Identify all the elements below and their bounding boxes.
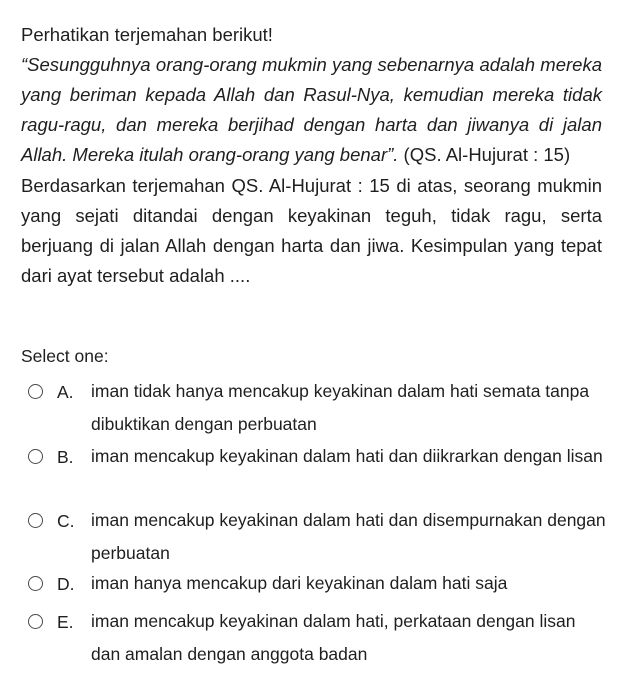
option-letter: C. (57, 511, 75, 531)
quote-text: “Sesungguhnya orang-orang mukmin yang sebenarnya adalah mereka yang beriman kepada Allah dan Rasul-Nya, kemudian mereka tidak ragu-ragu, dan mereka berjihad dengan harta dan jiwanya di jalan Allah. Mereka itulah orang-orang yang benar”. (21, 54, 602, 165)
option-text: iman tidak hanya mencakup keyakinan dalam hati semata tanpa dibuktikan dengan perbuatan (91, 381, 590, 434)
quote-paragraph (21, 50, 602, 170)
select-one-label: Select one: (21, 346, 109, 366)
option-text: iman mencakup keyakinan dalam hati, perkataan dengan lisan dan amalan dengan anggota badan (91, 611, 576, 664)
option-text: iman hanya mencakup dari keyakinan dalam hati saja (91, 573, 508, 593)
option-letter: D. (57, 574, 75, 594)
question-prompt: Berdasarkan terjemahan QS. Al-Hujurat : 15 di atas, seorang mukmin yang sejati ditandai dengan keyakinan teguh, tidak ragu, serta berjuang di jalan Allah dengan harta dan jiwa. Kesimpulan yang tepat dari ayat tersebut adalah .... (21, 175, 602, 286)
radio-button-icon[interactable] (28, 449, 43, 464)
option-text: iman mencakup keyakinan dalam hati dan disempurnakan dengan perbuatan (91, 510, 606, 563)
radio-button-icon[interactable] (28, 614, 43, 629)
radio-button-icon[interactable] (28, 384, 43, 399)
radio-button-icon[interactable] (28, 576, 43, 591)
option-letter: A. (57, 382, 74, 402)
quote-source: (QS. Al-Hujurat : 15) (398, 144, 571, 165)
question-text (21, 20, 602, 291)
radio-button-icon[interactable] (28, 513, 43, 528)
question-intro: Perhatikan terjemahan berikut! (21, 24, 273, 45)
option-text: iman mencakup keyakinan dalam hati dan diikrarkan dengan lisan (91, 446, 603, 466)
option-letter: B. (57, 447, 74, 467)
option-letter: E. (57, 612, 74, 632)
